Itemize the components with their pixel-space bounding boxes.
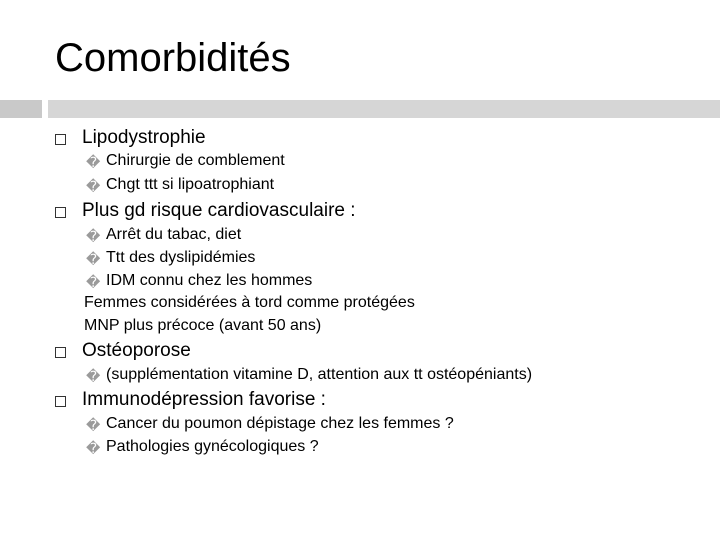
bullet-item-cardiovasculaire: Plus gd risque cardiovasculaire : (82, 200, 356, 221)
sub-item: Chgt ttt si lipoatrophiant (106, 176, 275, 193)
bullet-square-icon (55, 134, 66, 145)
sub-bullet-icon: � (86, 417, 101, 433)
sub-bullet-icon: � (86, 368, 101, 384)
sub-item: (supplémentation vitamine D, attention aux tt ostéopéniants) (106, 366, 533, 383)
sub-bullet-icon: � (86, 274, 101, 290)
sub-item: Cancer du poumon dépistage chez les femmes ? (106, 415, 454, 432)
bullet-item-osteoporose: Ostéoporose (82, 340, 191, 361)
sub-item: Chirurgie de comblement (106, 152, 285, 169)
note-text: Femmes considérées à tord comme protégées (84, 294, 415, 311)
sub-bullet-icon: � (86, 178, 101, 194)
note-text: MNP plus précoce (avant 50 ans) (84, 317, 322, 334)
bullet-square-icon (55, 207, 66, 218)
slide-title: Comorbidités (55, 36, 291, 80)
sub-bullet-icon: � (86, 440, 101, 456)
sub-item: IDM connu chez les hommes (106, 272, 313, 289)
sub-bullet-icon: � (86, 251, 101, 267)
bullet-item-lipodystrophie: Lipodystrophie (82, 127, 206, 148)
sub-item: Pathologies gynécologiques ? (106, 438, 319, 455)
sub-item: Ttt des dyslipidémies (106, 249, 256, 266)
bullet-square-icon (55, 396, 66, 407)
header-divider-left (0, 100, 42, 118)
sub-item: Arrêt du tabac, diet (106, 226, 242, 243)
bullet-square-icon (55, 347, 66, 358)
bullet-item-immunodepression: Immunodépression favorise : (82, 389, 326, 410)
header-divider-right (48, 100, 720, 118)
sub-bullet-icon: � (86, 228, 101, 244)
sub-bullet-icon: � (86, 154, 101, 170)
